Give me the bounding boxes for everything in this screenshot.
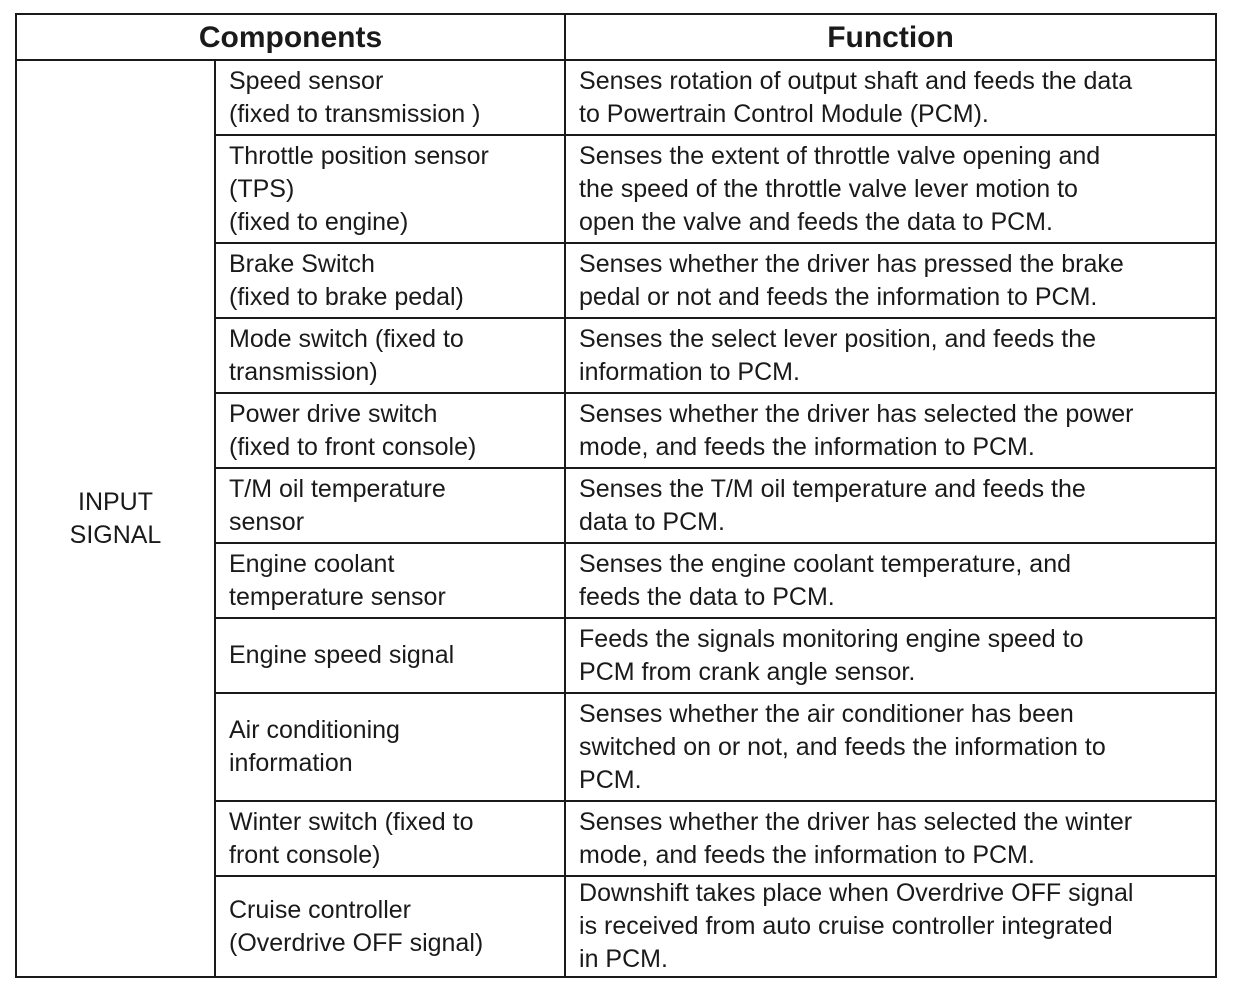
function-cell: Senses rotation of output shaft and feeds the data to Powertrain Control Module (PCM). [565, 60, 1216, 135]
component-cell: Air conditioning information [215, 693, 565, 801]
function-cell: Senses whether the driver has selected the winter mode, and feeds the information to PCM. [565, 801, 1216, 876]
function-cell: Feeds the signals monitoring engine speed to PCM from crank angle sensor. [565, 618, 1216, 693]
component-cell: Brake Switch (fixed to brake pedal) [215, 243, 565, 318]
component-cell: Cruise controller (Overdrive OFF signal) [215, 876, 565, 977]
group-label-input-signal: INPUT SIGNAL [16, 60, 215, 977]
function-cell: Senses whether the air conditioner has been switched on or not, and feeds the information to PCM. [565, 693, 1216, 801]
function-cell: Senses the engine coolant temperature, and feeds the data to PCM. [565, 543, 1216, 618]
function-cell: Senses whether the driver has selected the power mode, and feeds the information to PCM. [565, 393, 1216, 468]
header-row [16, 14, 1216, 60]
components-function-table [15, 13, 1217, 978]
component-cell: T/M oil temperature sensor [215, 468, 565, 543]
header-function: Function [565, 14, 1216, 60]
component-cell: Throttle position sensor (TPS) (fixed to engine) [215, 135, 565, 243]
function-cell: Downshift takes place when Overdrive OFF signal is received from auto cruise controller integrated in PCM. [565, 876, 1216, 977]
component-cell: Power drive switch (fixed to front console) [215, 393, 565, 468]
component-cell: Speed sensor (fixed to transmission ) [215, 60, 565, 135]
function-cell: Senses the select lever position, and feeds the information to PCM. [565, 318, 1216, 393]
component-cell: Engine coolant temperature sensor [215, 543, 565, 618]
component-cell: Winter switch (fixed to front console) [215, 801, 565, 876]
function-cell: Senses the extent of throttle valve opening and the speed of the throttle valve lever motion to open the valve and feeds the data to PCM. [565, 135, 1216, 243]
component-cell: Engine speed signal [215, 618, 565, 693]
component-cell: Mode switch (fixed to transmission) [215, 318, 565, 393]
header-components: Components [16, 14, 565, 60]
function-cell: Senses the T/M oil temperature and feeds the data to PCM. [565, 468, 1216, 543]
table-row [16, 60, 1216, 135]
function-cell: Senses whether the driver has pressed the brake pedal or not and feeds the information to PCM. [565, 243, 1216, 318]
